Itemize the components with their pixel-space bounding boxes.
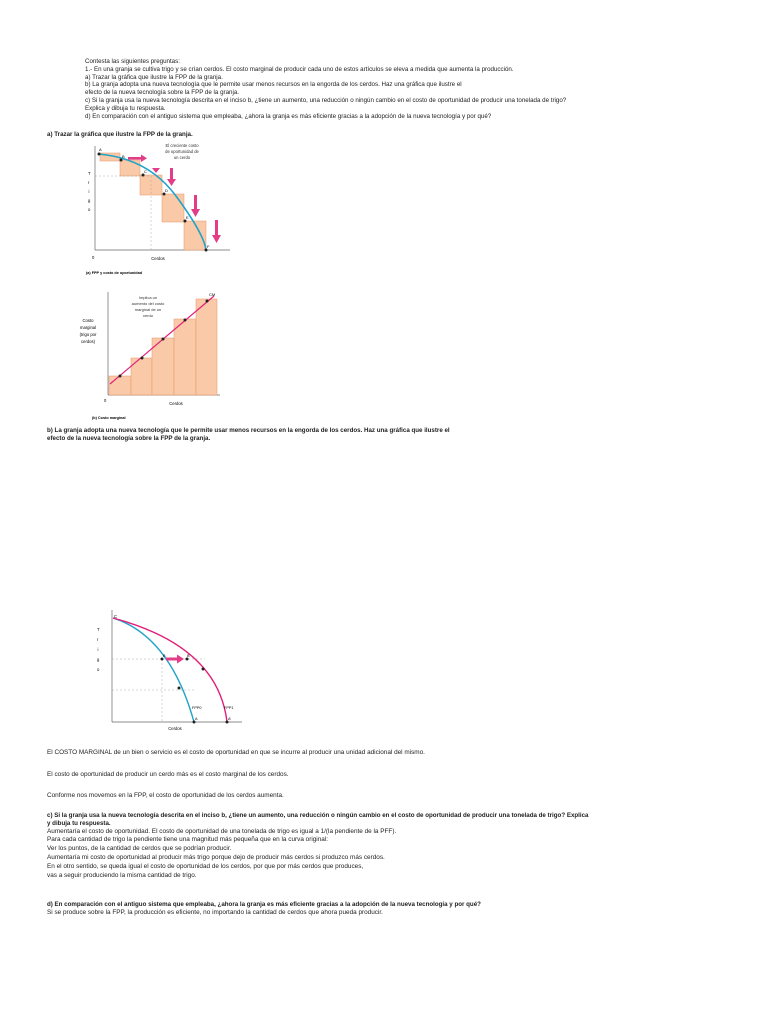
fpp-point-label: A <box>99 147 102 152</box>
fpp-step-bar <box>162 194 184 222</box>
section-c-answer: Para cada cantidad de trigo la pendiente tiene una magnitud más pequeña que en la curva original: <box>47 836 329 844</box>
section-d-title: d) En comparación con el antiguo sistema que empleaba, ¿ahora la granja es más eficiente gracias a la adopción de la nueva tecnología y por qué? <box>47 901 481 908</box>
fpp-origin: 0 <box>92 255 95 260</box>
fpp-point <box>98 153 101 156</box>
definition-line: El COSTO MARGINAL de un bien o servicio es el costo de oportunidad en que se incurre al producir una unidad adicional del mismo. <box>47 749 425 756</box>
marginal-cost-chart <box>72 288 232 424</box>
question-line: a) Trazar la gráfica que ilustre la FPP de la granja. <box>85 73 223 81</box>
question-line: efecto de la nueva tecnología sobre la FPP de la granja. <box>85 89 239 97</box>
shift-y-label: g <box>97 657 100 662</box>
questions-heading: Contesta las siguientes preguntas: <box>85 58 180 65</box>
fpp-caption: (a) FPP y costo de oportunidad <box>86 271 143 275</box>
shift-curve-label: FPP0 <box>192 706 202 710</box>
section-c-answer: En el otro sentido, se queda igual el costo de oportunidad de los cerdos, por que por más cerdos que produces, <box>47 862 364 870</box>
question-line: Explica y dibuja tu respuesta. <box>85 104 166 112</box>
shift-point-label: B' <box>187 654 191 658</box>
mc-point <box>206 300 209 303</box>
fpp-shift-chart <box>90 606 250 740</box>
mc-y-label: cerdos) <box>81 339 95 344</box>
mc-bar <box>109 376 131 395</box>
fpp-y-label: i <box>88 189 90 194</box>
mc-caption: (b) Costo marginal <box>92 416 126 420</box>
fpp1-curve <box>113 618 227 722</box>
mc-bar <box>196 299 217 395</box>
definition-line: Conforme nos movemos en la FPP, el costo de oportunidad de los cerdos aumenta. <box>47 792 284 799</box>
shift-point-label: B <box>163 654 166 658</box>
fpp-point-label: D <box>165 188 168 193</box>
mc-curve-label: CM <box>209 292 216 297</box>
section-a-title: a) Trazar la gráfica que ilustre la FPP de la granja. <box>47 131 193 138</box>
mc-annotation: marginal de un <box>134 307 162 312</box>
questions-block <box>85 58 566 120</box>
mc-point <box>184 319 187 322</box>
section-c-title: c) Si la granja usa la nueva tecnología descrita en el inciso b, ¿tiene un aumento, una reducción o ningún cambio en el costo de oportunidad de producir una tonelada de trigo? Explica <box>47 812 589 819</box>
section-b-title: b) La granja adopta una nueva tecnología que le permite usar menos recursos en la engorda de los cerdos. Haz una gráfica que ilustre el efecto de la nueva tecnología sobre la FPP de la granja. <box>47 427 450 442</box>
mc-y-label: (trigo por <box>79 332 97 337</box>
fpp-chart <box>78 138 258 283</box>
fpp-point-label: E <box>186 215 189 220</box>
question-line: b) La granja adopta una nueva tecnología que le permite usar menos recursos en la engorda de los cerdos. Haz una gráfica que ilustre el <box>85 81 462 89</box>
fpp-point-label: F <box>207 244 210 249</box>
mc-point <box>162 338 165 341</box>
fpp-annotation: un cerdo <box>173 155 191 160</box>
shift-y-label: i <box>97 647 99 652</box>
shift-y-label: o <box>97 667 100 672</box>
mc-annotation: aumento del costo <box>131 301 165 306</box>
section-c <box>47 812 589 880</box>
mc-origin: 0 <box>104 398 107 403</box>
fpp-y-label: g <box>88 198 91 203</box>
fpp-x-label: Cerdos <box>151 256 165 261</box>
fpp-point-label: B <box>122 154 125 159</box>
mc-bar <box>152 338 174 395</box>
shift-point-label: A' <box>228 717 232 721</box>
question-line: c) Si la granja usa la nueva tecnología descrita en el inciso b, ¿tiene un aumento, una reducción o ningún cambio en el costo de oportunidad de producir una tonelada de trigo? <box>85 96 567 104</box>
shift-x-label: Cerdos <box>168 726 182 731</box>
section-c-title: y dibuja tu respuesta. <box>47 819 111 827</box>
mc-point <box>141 357 144 360</box>
shift-point-label: A <box>195 717 198 721</box>
definition-line: El costo de oportunidad de producir un cerdo más es el costo marginal de los cerdos. <box>47 771 289 778</box>
section-c-answer: vas a seguir produciendo la misma cantidad de trigo. <box>47 871 197 879</box>
fpp-y-label: o <box>88 207 91 212</box>
shift-top-label: C <box>114 614 118 619</box>
fpp-point-label: C <box>144 169 147 174</box>
fpp-annotation: El creciente costo <box>165 143 199 148</box>
section-d-answer: Si se produce sobre la FPP, la producción es eficiente, no importando la cantidad de cerdos que ahora pueda producir. <box>47 908 383 916</box>
fpp-annotation: de oportunidad de <box>165 149 199 154</box>
fpp0-curve <box>113 618 194 722</box>
mc-x-label: Cerdos <box>169 401 183 406</box>
shift-y-label: r <box>97 637 99 642</box>
fpp-y-label: T <box>88 171 91 176</box>
section-d <box>47 901 481 918</box>
question-line: d) En comparación con el antiguo sistema que empleaba, ¿ahora la granja es más eficiente gracias a la adopción de la nueva tecnología y por qué? <box>85 112 492 120</box>
mc-point <box>119 375 122 378</box>
shift-y-label: T <box>97 627 100 632</box>
mc-annotation: cerdo <box>142 313 154 318</box>
mc-y-label: Costo <box>82 318 94 323</box>
fpp-y-label: r <box>88 180 90 185</box>
section-c-answer: Aumentaría mi costo de oportunidad al producir más trigo porque dejo de producir más cerdos si produzco más cerdos. <box>47 853 385 861</box>
fpp-step-bar <box>120 160 140 176</box>
section-c-answer: Ver los puntos, de la cantidad de cerdos que se podrían producir. <box>47 845 232 853</box>
shift-point <box>202 668 205 671</box>
question-line: 1.- En una granja se cultiva trigo y se crían cerdos. El costo marginal de producir cada uno de estos artículos se eleva a medida que aumenta la producción. <box>85 65 514 73</box>
mc-annotation: Implica un <box>138 295 158 300</box>
mc-y-label: marginal <box>79 325 97 330</box>
shift-point <box>178 687 181 690</box>
section-c-answer: Aumentaría el costo de oportunidad. El costo de oportunidad de una tonelada de trigo es igual a 1/(la pendiente de la PFF). <box>47 827 397 835</box>
shift-curve-label: FPP1 <box>224 706 234 710</box>
mc-bar <box>174 319 196 395</box>
